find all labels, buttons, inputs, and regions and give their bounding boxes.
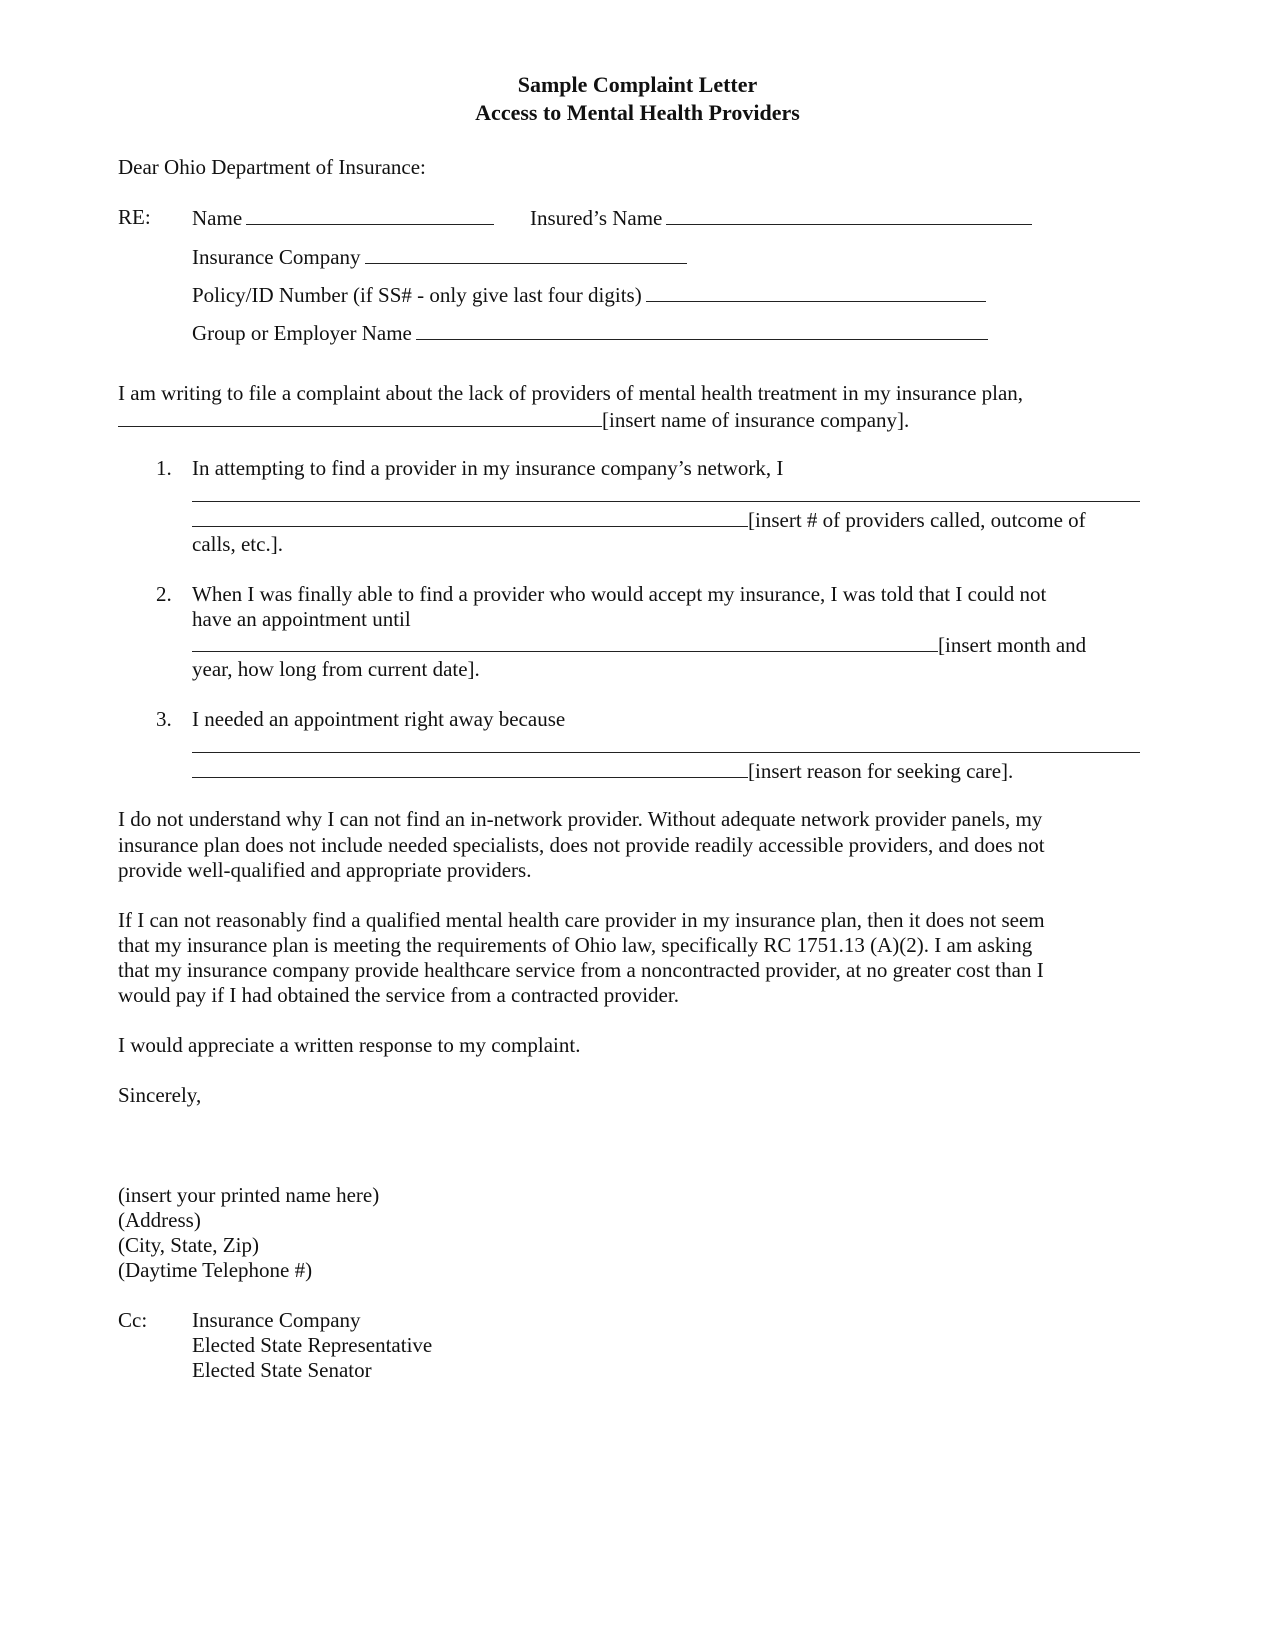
salutation: Dear Ohio Department of Insurance: xyxy=(118,155,426,179)
item-2-suffix: [insert month and xyxy=(938,633,1087,657)
item-3-number: 3. xyxy=(156,707,172,731)
item-1-line-2 xyxy=(192,506,1086,533)
item-1-text: In attempting to find a provider in my insurance company’s network, I xyxy=(192,456,784,480)
cc-recipient: Elected State Representative xyxy=(192,1333,433,1357)
item-3-blank-2[interactable] xyxy=(192,757,748,778)
re-name-field xyxy=(192,204,494,231)
item-1-blank-2[interactable] xyxy=(192,506,748,527)
policy-blank[interactable] xyxy=(646,281,986,302)
re-label: RE: xyxy=(118,205,151,229)
item-1-continuation: calls, etc.]. xyxy=(192,532,283,556)
item-1-number: 1. xyxy=(156,456,172,480)
cc-label: Cc: xyxy=(118,1308,148,1332)
intro-line-2-suffix: [insert name of insurance company]. xyxy=(602,408,910,432)
re-group-field xyxy=(192,319,988,346)
intro-line-1: I am writing to file a complaint about the lack of providers of mental health treatment in my insurance plan, xyxy=(118,381,1024,405)
paragraph-2-line-2: that my insurance plan is meeting the requirements of Ohio law, specifically RC 1751.13 (A)(2). I am asking xyxy=(118,933,1033,957)
item-1-suffix: [insert # of providers called, outcome of xyxy=(748,508,1086,532)
closing: Sincerely, xyxy=(118,1083,202,1107)
item-3-blank-1[interactable] xyxy=(192,752,1140,753)
title-line-1: Sample Complaint Letter xyxy=(517,72,758,97)
item-2-blank[interactable] xyxy=(192,631,938,652)
paragraph-2-line-1: If I can not reasonably find a qualified mental health care provider in my insurance plan, then it does not seem xyxy=(118,908,1045,932)
signature-telephone: (Daytime Telephone #) xyxy=(118,1258,313,1282)
re-name-label: Name xyxy=(192,206,243,230)
item-2-text-line-1: When I was finally able to find a provider who would accept my insurance, I was told that I could not xyxy=(192,582,1047,606)
item-2-number: 2. xyxy=(156,582,172,606)
paragraph-3: I would appreciate a written response to my complaint. xyxy=(118,1033,581,1057)
cc-recipient: Insurance Company xyxy=(192,1308,361,1332)
title-line-2: Access to Mental Health Providers xyxy=(475,100,800,125)
paragraph-1-line-2: insurance plan does not include needed specialists, does not provide readily accessible providers, and does not xyxy=(118,833,1045,857)
re-insurance-company-label: Insurance Company xyxy=(192,245,361,269)
item-3-line-2 xyxy=(192,757,1013,784)
item-3-text: I needed an appointment right away because xyxy=(192,707,566,731)
signature-city-state-zip: (City, State, Zip) xyxy=(118,1233,259,1257)
intro-line-2 xyxy=(118,406,909,433)
item-2-line-3 xyxy=(192,631,1086,658)
name-blank[interactable] xyxy=(246,204,494,225)
paragraph-1-line-3: provide well-qualified and appropriate providers. xyxy=(118,858,532,882)
item-2-continuation: year, how long from current date]. xyxy=(192,657,480,681)
paragraph-1-line-1: I do not understand why I can not find an in-network provider. Without adequate network provider panels, my xyxy=(118,807,1043,831)
paragraph-2-line-3: that my insurance company provide healthcare service from a noncontracted provider, at no greater cost than I xyxy=(118,958,1044,982)
signature-name: (insert your printed name here) xyxy=(118,1183,380,1207)
item-3-suffix: [insert reason for seeking care]. xyxy=(748,759,1014,783)
item-1-blank-1[interactable] xyxy=(192,501,1140,502)
group-blank[interactable] xyxy=(416,319,988,340)
re-insurance-company-field xyxy=(192,243,687,270)
insurance-company-name-blank[interactable] xyxy=(118,406,602,427)
signature-address: (Address) xyxy=(118,1208,201,1232)
re-group-label: Group or Employer Name xyxy=(192,321,412,345)
re-policy-field xyxy=(192,281,986,308)
re-policy-label: Policy/ID Number (if SS# - only give last four digits) xyxy=(192,283,642,307)
item-2-text-line-2: have an appointment until xyxy=(192,607,411,631)
insurance-company-blank[interactable] xyxy=(365,243,687,264)
cc-recipient: Elected State Senator xyxy=(192,1358,372,1382)
re-insured-name-label: Insured’s Name xyxy=(530,206,663,230)
re-insured-name-field xyxy=(530,204,1032,231)
paragraph-2-line-4: would pay if I had obtained the service from a contracted provider. xyxy=(118,983,679,1007)
insured-name-blank[interactable] xyxy=(666,204,1032,225)
